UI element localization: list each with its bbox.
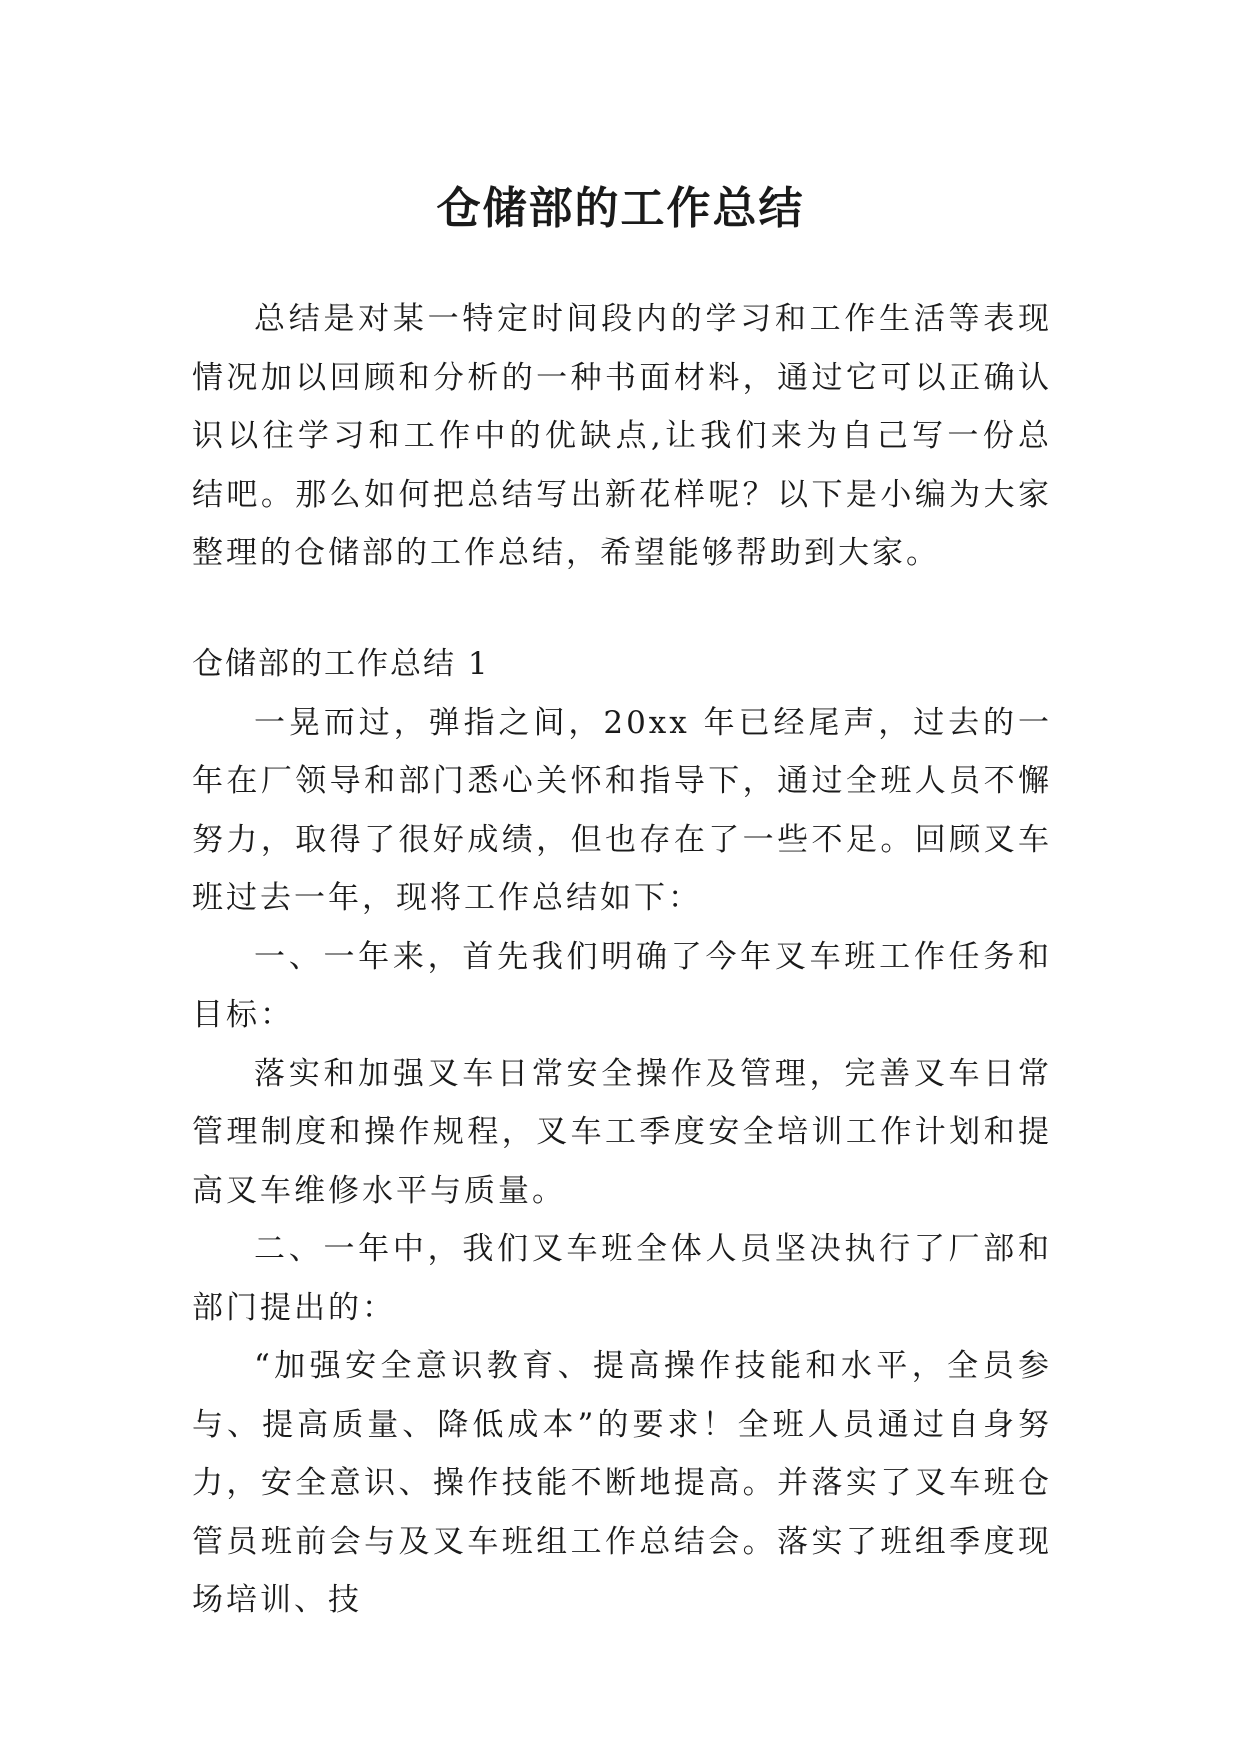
paragraph-5: “加强安全意识教育、提高操作技能和水平，全员参与、提高质量、降低成本”的要求！全班人员通过自身努力，安全意识、操作技能不断地提高。并落实了叉车班仓管员班前会与及叉车班组工作总结会。落实了班组季度现场培训、技: [192, 1348, 1052, 1618]
section-heading: 仓储部的工作总结 1: [192, 646, 490, 682]
section-1: [192, 635, 1052, 1630]
paragraph-4: 二、一年中，我们叉车班全体人员坚决执行了厂部和部门提出的：: [192, 1231, 1052, 1326]
paragraph-3: 落实和加强叉车日常安全操作及管理，完善叉车日常管理制度和操作规程，叉车工季度安全培训工作计划和提高叉车维修水平与质量。: [192, 1055, 1052, 1209]
intro-paragraph: 总结是对某一特定时间段内的学习和工作生活等表现情况加以回顾和分析的一种书面材料，通过它可以正确认识以往学习和工作中的优缺点,让我们来为自己写一份总结吧。那么如何把总结写出新花样呢？以下是小编为大家整理的仓储部的工作总结，希望能够帮助到大家。: [192, 301, 1052, 571]
paragraph-1: 一晃而过，弹指之间，20xx 年已经尾声，过去的一年在厂领导和部门悉心关怀和指导下，通过全班人员不懈努力，取得了很好成绩，但也存在了一些不足。回顾叉车班过去一年，现将工作总结如下：: [192, 704, 1052, 916]
document-title: 仓储部的工作总结: [436, 183, 805, 235]
paragraph-2: 一、一年来，首先我们明确了今年叉车班工作任务和目标：: [192, 938, 1052, 1033]
